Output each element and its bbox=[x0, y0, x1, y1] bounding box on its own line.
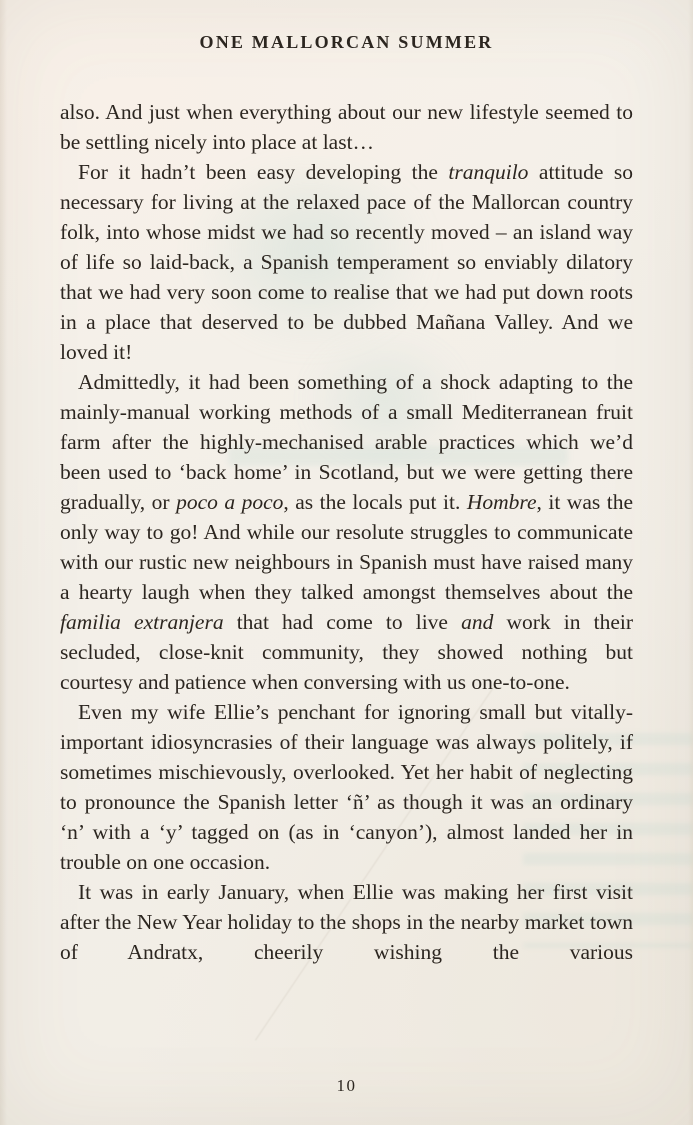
italic-text-run: poco a poco bbox=[176, 490, 284, 514]
text-run: work in their secluded, close-knit community, they showed nothing but courtesy and patience when conversing with us one-to-one. bbox=[60, 610, 633, 694]
paragraph bbox=[60, 97, 633, 157]
text-run: , it was the only way to go! And while our resolute struggles to communicate with our rustic new neighbours in Spanish must have raised many a hearty laugh when they talked amongst themselves about the bbox=[60, 490, 633, 604]
text-run: Admittedly, it had been something of a shock adapting to the mainly-manual working methods of a small Mediterranean fruit farm after the highly-mechanised arable practices which we’d been used to ‘back home’ in Scotland, but we were getting there gradually, or bbox=[60, 370, 633, 514]
italic-text-run: familia extranjera bbox=[60, 610, 224, 634]
italic-text-run: and bbox=[461, 610, 494, 634]
text-run: that had come to live bbox=[223, 610, 462, 634]
paragraph bbox=[60, 877, 633, 967]
text-run: It was in early January, when Ellie was making her first visit after the New Year holiday to the shops in the nearby market town of Andratx, cheerily wishing the various bbox=[60, 880, 633, 964]
page-number: 10 bbox=[336, 1076, 357, 1095]
page-edge-shading-right bbox=[688, 0, 693, 1125]
paragraph bbox=[60, 157, 633, 367]
page-edge-shading-left bbox=[0, 0, 7, 1125]
paragraph bbox=[60, 697, 633, 877]
running-header: ONE MALLORCAN SUMMER bbox=[199, 32, 494, 52]
italic-text-run: tranquilo bbox=[448, 160, 529, 184]
text-run: attitude so necessary for living at the relaxed pace of the Mallorcan country folk, into whose midst we had so recently moved – an island way of life so laid-back, a Spanish temperament so enviably dilatory that we had very soon come to realise that we had put down roots in a place that deserved to be dubbed Mañana Valley. And we loved it! bbox=[60, 160, 633, 364]
text-run: For it hadn’t been easy developing the bbox=[78, 160, 449, 184]
text-run: also. And just when everything about our new lifestyle seemed to be settling nicely into place at last… bbox=[60, 100, 633, 154]
italic-text-run: Hombre bbox=[466, 490, 537, 514]
text-run: , as the locals put it. bbox=[283, 490, 467, 514]
text-run: Even my wife Ellie’s penchant for ignoring small but vitally-important idiosyncrasies of their language was always politely, if sometimes mischievously, overlooked. Yet her habit of neglecting to pronounce the Spanish letter ‘ñ’ as though it was an ordinary ‘n’ with a ‘y’ tagged on (as in ‘canyon’), almost landed her in trouble on one occasion. bbox=[60, 700, 633, 874]
paragraph bbox=[60, 367, 633, 697]
body-text bbox=[60, 97, 633, 967]
